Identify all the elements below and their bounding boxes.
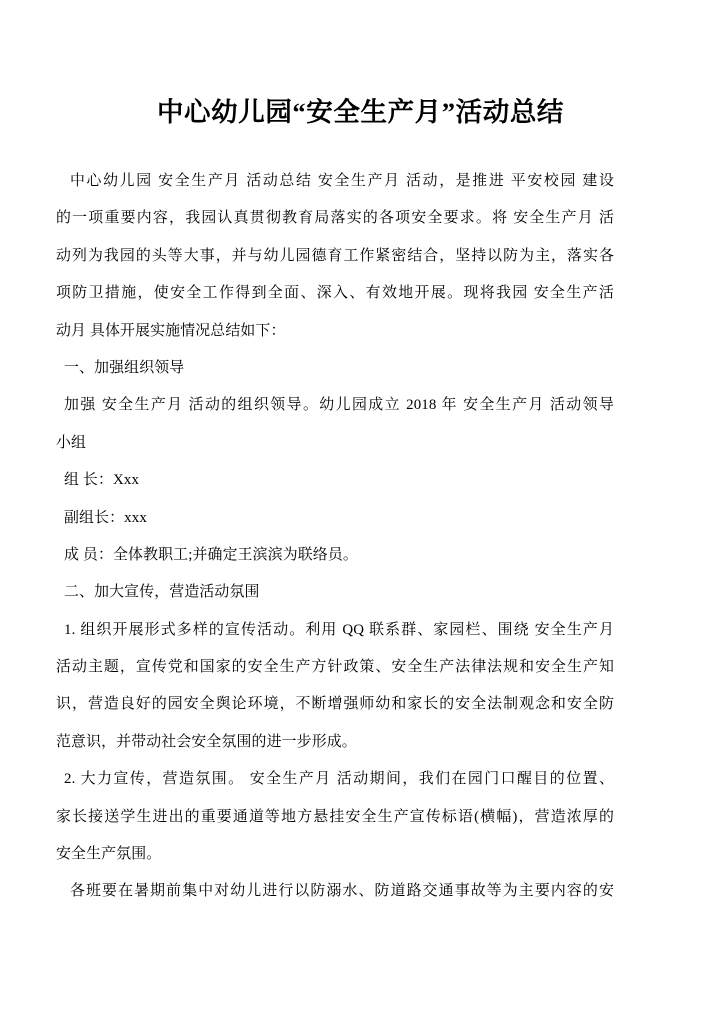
- text-line: 的一项重要内容，我园认真贯彻教育局落实的各项安全要求。将 安全生产月 活: [56, 210, 614, 227]
- text-line: 范意识，并带动社会安全氛围的进一步形成。: [56, 733, 357, 750]
- text-line: 副组长：xxx: [64, 509, 147, 526]
- text-line: 2. 大力宣传，营造氛围。 安全生产月 活动期间，我们在园门口醒目的位置、: [64, 771, 614, 788]
- text-line: 组 长：Xxx: [64, 472, 140, 489]
- text-line: 加强 安全生产月 活动的组织领导。幼儿园成立 2018 年 安全生产月 活动领导: [64, 397, 614, 414]
- text-line: 家长接送学生进出的重要通道等地方悬挂安全生产宣传标语(横幅)，营造浓厚的: [56, 808, 614, 825]
- text-line: 小组: [56, 434, 87, 451]
- text-line: 安全生产氛围。: [56, 846, 162, 863]
- text-line: 动月 具体开展实施情况总结如下：: [56, 322, 286, 339]
- document-body: [56, 163, 614, 911]
- text-line: 1. 组织开展形式多样的宣传活动。利用 QQ 联系群、家园栏、围绕 安全生产月: [64, 621, 614, 638]
- text-line: 动列为我园的头等大事，并与幼儿园德育工作紧密结合，坚持以防为主，落实各: [56, 247, 614, 264]
- text-line: 中心幼儿园 安全生产月 活动总结 安全生产月 活动，是推进 平安校园 建设: [70, 173, 614, 189]
- text-line: 识，营造良好的园安全舆论环境，不断增强师幼和家长的安全法制观念和安全防: [56, 696, 614, 713]
- text-line: 活动主题，宣传党和国家的安全生产方针政策、安全生产法律法规和安全生产知: [56, 659, 614, 676]
- text-line: 各班要在暑期前集中对幼儿进行以防溺水、防道路交通事故等为主要内容的安: [70, 883, 614, 900]
- text-line: 项防卫措施，使安全工作得到全面、深入、有效地开展。现将我园 安全生产活: [56, 285, 614, 302]
- page-title: 中心幼儿园“安全生产月”活动总结: [156, 96, 565, 127]
- text-line: 成 员：全体教职工;并确定王滨滨为联络员。: [64, 546, 358, 563]
- text-line: 二、加大宣传，营造活动氛围: [64, 584, 260, 601]
- text-line: 一、加强组织领导: [64, 359, 185, 376]
